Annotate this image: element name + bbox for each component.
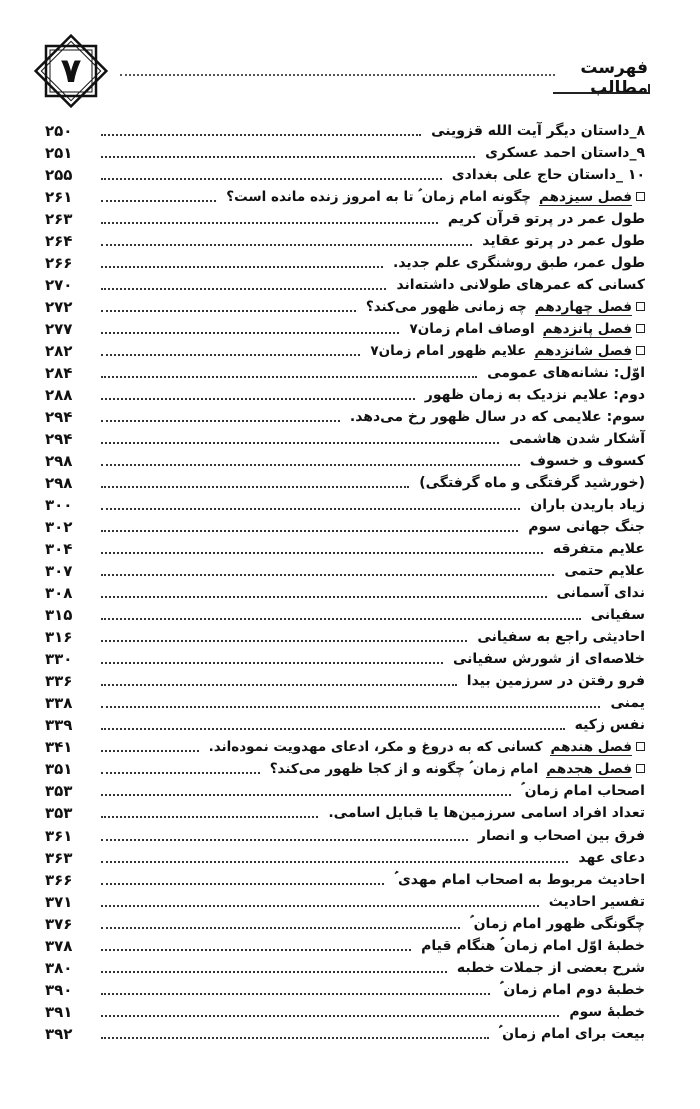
dot-leader bbox=[101, 794, 511, 796]
toc-entry-text: امام زمان ؑ چگونه و از کجا ظهور می‌کند؟ bbox=[269, 760, 539, 777]
square-bullet-icon bbox=[636, 742, 645, 751]
toc-page-number: ۲۵۰ bbox=[45, 122, 73, 140]
toc-chapter-row[interactable] bbox=[45, 186, 645, 208]
toc-entry-title bbox=[495, 1026, 645, 1042]
toc-page-number: ۳۵۳ bbox=[45, 782, 73, 801]
toc-row[interactable] bbox=[45, 847, 645, 869]
toc-entry-title bbox=[405, 321, 645, 338]
toc-page-number: ۳۹۱ bbox=[45, 1002, 73, 1021]
dot-leader bbox=[101, 816, 318, 818]
toc-row[interactable] bbox=[45, 714, 645, 736]
toc-row[interactable] bbox=[45, 120, 645, 142]
toc-row[interactable] bbox=[45, 802, 645, 824]
toc-page-number: ۳۰۷ bbox=[45, 562, 73, 581]
toc-entry-text: فرق بین اصحاب و انصار bbox=[477, 827, 645, 844]
toc-entry-title bbox=[390, 872, 645, 888]
toc-row[interactable] bbox=[45, 869, 645, 891]
dot-leader bbox=[101, 596, 547, 598]
toc-entry-text: چگونه امام زمان ؑ تا به امروز زنده مانده است؟ bbox=[226, 188, 532, 205]
toc-row[interactable] bbox=[45, 142, 645, 164]
toc-page-number: ۲۸۴ bbox=[45, 364, 73, 383]
toc-row[interactable] bbox=[45, 516, 645, 538]
dot-leader bbox=[101, 706, 600, 708]
toc-page-number: ۲۵۱ bbox=[45, 144, 73, 163]
dot-leader bbox=[101, 684, 457, 686]
chapter-label: فصل پانزدهم bbox=[542, 320, 632, 337]
toc-entry-title bbox=[463, 673, 645, 689]
toc-page-number: ۲۷۰ bbox=[45, 276, 73, 295]
toc-entry-title bbox=[565, 1004, 645, 1020]
toc-entry-text: اوصاف امام زمان۷ bbox=[409, 320, 535, 337]
toc-row[interactable] bbox=[45, 384, 645, 406]
dot-leader bbox=[101, 486, 409, 488]
square-bullet-icon bbox=[636, 302, 645, 311]
square-bullet-icon bbox=[636, 346, 645, 355]
toc-row[interactable] bbox=[45, 538, 645, 560]
toc-page-number: ۲۷۲ bbox=[45, 298, 73, 317]
toc-entry-title bbox=[389, 255, 645, 271]
toc-entry-title bbox=[571, 717, 645, 733]
toc-entry-title bbox=[606, 695, 645, 711]
toc-page-number: ۳۳۰ bbox=[45, 650, 73, 669]
square-bullet-icon bbox=[636, 324, 645, 333]
toc-page-number: ۳۷۶ bbox=[45, 914, 73, 933]
dot-leader bbox=[101, 310, 356, 312]
toc-entry-title bbox=[421, 387, 645, 403]
toc-entry-text: علایم ظهور امام زمان۷ bbox=[370, 342, 527, 359]
toc-entry-title bbox=[266, 761, 645, 778]
toc-entry-title bbox=[417, 938, 645, 954]
toc-page-number: ۳۴۱ bbox=[45, 738, 73, 757]
toc-entry-text: چه زمانی ظهور می‌کند؟ bbox=[365, 298, 527, 315]
toc-page-number: ۳۵۳ bbox=[45, 804, 73, 823]
toc-page-number: ۳۰۸ bbox=[45, 584, 73, 603]
toc-entry-title bbox=[473, 629, 645, 645]
toc-entry-title bbox=[483, 365, 645, 381]
toc-entry-title bbox=[466, 916, 645, 932]
toc-page-number: ۲۹۴ bbox=[45, 408, 73, 427]
toc-entry-title bbox=[574, 850, 645, 866]
toc-page-number: ۳۷۸ bbox=[45, 936, 73, 955]
toc-row[interactable] bbox=[45, 208, 645, 230]
dot-leader bbox=[101, 332, 399, 334]
dot-leader bbox=[101, 728, 565, 730]
toc-page-number: ۲۶۴ bbox=[45, 232, 73, 251]
toc-page-number: ۲۶۶ bbox=[45, 254, 73, 273]
dot-leader bbox=[101, 618, 581, 620]
toc-entry-text: خطبهٔ اوّل امام زمان ؑ هنگام قیام bbox=[421, 937, 645, 954]
toc-entry-text: سوم: علایمی که در سال ظهور رخ می‌دهد. bbox=[349, 409, 645, 426]
toc-page-number: ۳۵۱ bbox=[45, 760, 73, 779]
toc-page-number: ۳۰۲ bbox=[45, 518, 73, 537]
toc-entry-text: ندای آسمانی bbox=[556, 585, 645, 602]
toc-entry-title bbox=[505, 431, 645, 447]
toc-entry-text: نفس زکیه bbox=[574, 717, 645, 734]
toc-page-number: ۳۱۶ bbox=[45, 628, 73, 647]
toc-page-number: ۲۷۷ bbox=[45, 320, 73, 339]
toc-row[interactable] bbox=[45, 913, 645, 935]
toc-entry-title bbox=[346, 409, 645, 425]
toc-row[interactable] bbox=[45, 494, 645, 516]
toc-entry-text: علایم حتمی bbox=[564, 563, 645, 580]
toc-entry-text: احادیث مربوط به اصحاب امام مهدی ؑ bbox=[394, 871, 645, 888]
toc-row[interactable] bbox=[45, 648, 645, 670]
toc-entry-text: خطبهٔ دوم امام زمان ؑ bbox=[499, 981, 645, 998]
toc-row[interactable] bbox=[45, 979, 645, 1001]
dot-leader bbox=[101, 1015, 559, 1017]
toc-entry-title bbox=[392, 277, 645, 293]
toc-entry-text: کسانی که به دروغ و مکر، ادعای مهدویت نموده‌اند. bbox=[208, 738, 543, 755]
dot-leader bbox=[101, 288, 386, 290]
toc-row[interactable] bbox=[45, 472, 645, 494]
toc-entry-title bbox=[427, 123, 645, 139]
toc-page-number: ۳۷۱ bbox=[45, 892, 73, 911]
toc-entry-text: جنگ جهانی سوم bbox=[528, 519, 645, 536]
dot-leader bbox=[101, 640, 467, 642]
dot-leader bbox=[101, 376, 477, 378]
toc-entry-text: تفسیر احادیث bbox=[548, 893, 645, 910]
toc-entry-text: کسانی که عمرهای طولانی داشته‌اند bbox=[396, 277, 645, 294]
dot-leader bbox=[101, 442, 499, 444]
toc-row[interactable] bbox=[45, 450, 645, 472]
dot-leader bbox=[101, 750, 199, 752]
dot-leader bbox=[101, 464, 520, 466]
toc-entry-text: اصحاب امام زمان ؑ bbox=[521, 783, 645, 800]
dot-leader bbox=[101, 971, 447, 973]
toc-entry-title bbox=[444, 211, 645, 227]
toc-entry-title bbox=[560, 563, 645, 579]
toc-entry-text: طول عمر در پرتو قرآن کریم bbox=[447, 211, 645, 228]
toc-entry-text: شرح بعضی از جملات خطبه bbox=[456, 959, 645, 976]
toc-entry-title bbox=[545, 894, 645, 910]
toc-chapter-row[interactable] bbox=[45, 758, 645, 780]
toc-row[interactable] bbox=[45, 891, 645, 913]
page-header bbox=[0, 0, 700, 110]
toc-page-number: ۲۸۲ bbox=[45, 342, 73, 361]
toc-row[interactable] bbox=[45, 670, 645, 692]
toc-entry-title bbox=[453, 960, 645, 976]
toc-entry-title bbox=[474, 828, 645, 844]
toc-page-number: ۳۳۸ bbox=[45, 694, 73, 713]
toc-entry-text: بیعت برای امام زمان ؑ bbox=[498, 1025, 645, 1042]
toc-row[interactable] bbox=[45, 362, 645, 384]
toc-entry-text: خلاصه‌ای از شورش سفیانی bbox=[452, 651, 645, 668]
toc-entry-text: اوّل: نشانه‌های عمومی bbox=[487, 365, 645, 382]
toc-entry-title bbox=[549, 541, 645, 557]
dot-leader bbox=[101, 552, 543, 554]
toc-entry-title bbox=[324, 805, 645, 821]
toc-entry-title bbox=[449, 651, 645, 667]
toc-entry-title bbox=[587, 607, 645, 623]
toc-page-number: ۳۶۳ bbox=[45, 848, 73, 867]
toc-entry-text: احادیثی راجع به سفیانی bbox=[477, 629, 645, 646]
dot-leader bbox=[101, 244, 472, 246]
toc-chapter-row[interactable] bbox=[45, 296, 645, 318]
toc-row[interactable] bbox=[45, 560, 645, 582]
toc-row[interactable] bbox=[45, 428, 645, 450]
toc-entry-title bbox=[205, 739, 645, 756]
square-bullet-icon bbox=[636, 764, 645, 773]
toc-page-number: ۲۶۳ bbox=[45, 210, 73, 229]
toc-page-number: ۳۰۰ bbox=[45, 496, 73, 515]
dot-leader bbox=[101, 354, 360, 356]
header-leader bbox=[120, 74, 555, 76]
toc-row[interactable] bbox=[45, 406, 645, 428]
toc-row[interactable] bbox=[45, 626, 645, 648]
toc-entry-title bbox=[526, 497, 645, 513]
toc-page-number: ۳۸۰ bbox=[45, 958, 73, 977]
toc-page-number: ۲۵۵ bbox=[45, 166, 73, 185]
toc-chapter-row[interactable] bbox=[45, 318, 645, 340]
toc-row[interactable] bbox=[45, 230, 645, 252]
toc-entry-text: چگونگی ظهور امام زمان ؑ bbox=[470, 915, 645, 932]
dot-leader bbox=[101, 508, 520, 510]
square-bullet-icon bbox=[636, 192, 645, 201]
toc-entry-title bbox=[448, 167, 645, 183]
toc-page-number: ۲۹۸ bbox=[45, 452, 73, 471]
header-rule bbox=[553, 84, 650, 94]
dot-leader bbox=[101, 178, 442, 180]
toc-page-number: ۲۸۸ bbox=[45, 386, 73, 405]
toc-page-number: ۳۱۵ bbox=[45, 606, 73, 625]
toc-row[interactable] bbox=[45, 274, 645, 296]
toc-entry-text: ۸_داستان دیگر آیت الله قزوینی bbox=[431, 123, 645, 139]
page-title: فهرست مطالب bbox=[580, 58, 648, 98]
toc-entry-title bbox=[415, 475, 645, 491]
toc-entry-text: کسوف و خسوف bbox=[529, 453, 645, 470]
toc-entry-title bbox=[524, 519, 645, 535]
dot-leader bbox=[101, 574, 554, 576]
toc-page-number: ۳۶۶ bbox=[45, 870, 73, 889]
toc-entry-text: تعداد افراد اسامی سرزمین‌ها یا قبایل اسامی. bbox=[328, 805, 645, 822]
toc-entry-text: آشکار شدن هاشمی bbox=[509, 431, 645, 448]
toc-page-number: ۳۳۹ bbox=[45, 716, 73, 735]
chapter-label: فصل سیزدهم bbox=[539, 188, 632, 205]
toc-entry-title bbox=[553, 585, 645, 601]
toc-entry-text: دوم: علایم نزدیک به زمان ظهور bbox=[424, 387, 645, 404]
dot-leader bbox=[101, 420, 340, 422]
dot-leader bbox=[101, 993, 490, 995]
toc-entry-text: سفیانی bbox=[590, 607, 645, 624]
chapter-label: فصل شانزدهم bbox=[534, 342, 632, 359]
chapter-label: فصل هندهم bbox=[550, 738, 632, 755]
dot-leader bbox=[101, 222, 438, 224]
toc-entry-title bbox=[478, 233, 645, 249]
toc-page-number: ۳۹۰ bbox=[45, 980, 73, 999]
table-of-contents bbox=[45, 120, 645, 1045]
toc-entry-text: دعای عهد bbox=[578, 849, 645, 866]
toc-row[interactable] bbox=[45, 825, 645, 847]
toc-chapter-row[interactable] bbox=[45, 736, 645, 758]
toc-page-number: ۲۶۱ bbox=[45, 188, 73, 207]
toc-entry-text: ۹_داستان احمد عسکری bbox=[485, 145, 645, 162]
page-number: ۷ bbox=[60, 51, 82, 91]
dot-leader bbox=[101, 530, 518, 532]
toc-page-number: ۳۳۶ bbox=[45, 672, 73, 691]
toc-row[interactable] bbox=[45, 1023, 645, 1045]
toc-entry-title bbox=[222, 189, 645, 206]
toc-row[interactable] bbox=[45, 164, 645, 186]
toc-entry-text: فرو رفتن در سرزمین بیدا bbox=[466, 673, 645, 690]
toc-page-number: ۲۹۴ bbox=[45, 430, 73, 449]
dot-leader bbox=[101, 861, 568, 863]
toc-row[interactable] bbox=[45, 935, 645, 957]
dot-leader bbox=[101, 839, 468, 841]
toc-row[interactable] bbox=[45, 604, 645, 626]
dot-leader bbox=[101, 134, 421, 136]
toc-entry-text: خطبهٔ سوم bbox=[569, 1003, 645, 1020]
chapter-label: فصل هجدهم bbox=[546, 760, 632, 777]
dot-leader bbox=[101, 772, 260, 774]
toc-entry-text: (خورشید گرفتگی و ماه گرفتگی) bbox=[419, 475, 645, 492]
toc-entry-text: زیاد باریدن باران bbox=[530, 497, 645, 514]
toc-entry-title bbox=[362, 299, 645, 316]
dot-leader bbox=[101, 883, 384, 885]
dot-leader bbox=[101, 200, 216, 202]
toc-entry-text: علایم متفرقه bbox=[552, 541, 645, 558]
toc-entry-title bbox=[481, 145, 645, 161]
toc-entry-title bbox=[496, 982, 645, 998]
dot-leader bbox=[101, 1037, 489, 1039]
dot-leader bbox=[101, 266, 383, 268]
toc-row[interactable] bbox=[45, 1001, 645, 1023]
dot-leader bbox=[101, 927, 460, 929]
toc-page-number: ۲۹۸ bbox=[45, 474, 73, 493]
toc-chapter-row[interactable] bbox=[45, 340, 645, 362]
dot-leader bbox=[101, 662, 443, 664]
toc-row[interactable] bbox=[45, 692, 645, 714]
toc-row[interactable] bbox=[45, 582, 645, 604]
toc-page-number: ۳۶۱ bbox=[45, 826, 73, 845]
chapter-label: فصل چهاردهم bbox=[534, 298, 632, 315]
toc-row[interactable] bbox=[45, 780, 645, 802]
toc-page-number: ۳۰۴ bbox=[45, 540, 73, 559]
toc-entry-text: ۱۰ _داستان حاج علی بغدادی bbox=[451, 167, 645, 184]
toc-entry-title bbox=[526, 453, 645, 469]
dot-leader bbox=[101, 156, 475, 158]
toc-entry-text: یمنی bbox=[610, 695, 645, 712]
toc-page-number: ۳۹۲ bbox=[45, 1024, 73, 1043]
toc-entry-title bbox=[517, 783, 645, 799]
toc-row[interactable] bbox=[45, 957, 645, 979]
dot-leader bbox=[101, 398, 415, 400]
toc-entry-title bbox=[366, 343, 645, 360]
dot-leader bbox=[101, 905, 539, 907]
toc-entry-text: طول عمر، طبق روشنگری علم جدید. bbox=[393, 255, 645, 272]
toc-entry-text: طول عمر در پرتو عقاید bbox=[482, 233, 645, 250]
toc-row[interactable] bbox=[45, 252, 645, 274]
dot-leader bbox=[101, 949, 411, 951]
